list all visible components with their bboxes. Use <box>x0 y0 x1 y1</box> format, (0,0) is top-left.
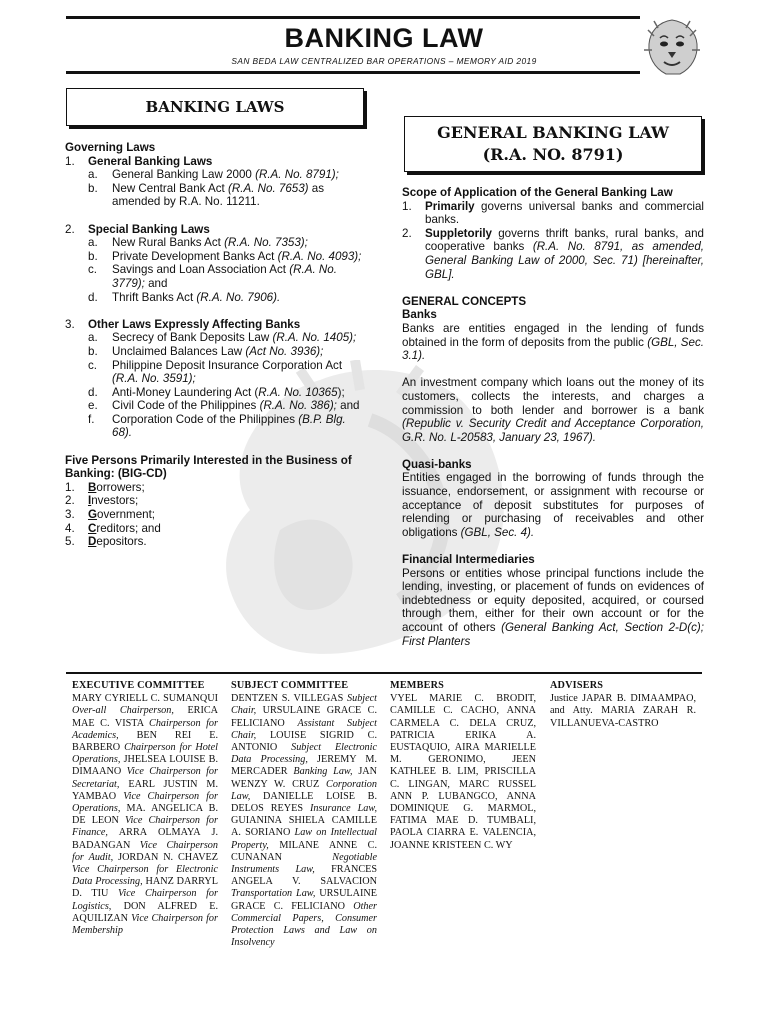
scope-heading: Scope of Application of the General Banking Law <box>402 186 673 199</box>
quasi-banks-heading: Quasi-banks <box>402 457 472 471</box>
list-item: 2. Investors; <box>65 494 139 508</box>
list-item: d. Thrift Banks Act (R.A. No. 7906). <box>88 290 281 304</box>
header-top-rule <box>66 16 704 19</box>
banks-paragraph: Banks are entities engaged in the lending of funds obtained in the form of deposits from the public (GBL, Sec. 3.1). <box>402 321 705 363</box>
financial-intermediaries-paragraph: Persons or entities whose principal functions include the lending, investing, or placement of funds on evidences of indebtedness or equity deposited, acquired, or coursed through them, either for their own account or for the account of others (General Banking Act, Section 2-D(c); First Planters <box>402 566 704 648</box>
general-concepts-heading: GENERAL CONCEPTS <box>402 294 527 308</box>
header-bottom-rule <box>66 71 704 74</box>
subject-committee-list: DENTZEN S. VILLEGAS Subject Chair, URSULAINE GRACE C. FELICIANO Assistant Subject Chair, LOUISE SIGRID C. ANTONIO Subject Electronic Data Processing, JEREMY M. MERCADER Banking Law, JAN WENZY W. CRUZ Corporation Law, DANIELLE LOISE B. DELOS REYES Insurance Law, GUIANINA SHIELA CAMILLE A. SORIANO Law on Intellectual Property, MILANE ANNE C. CUNANAN Negotiable Instruments Law, FRANCES ANGELA V. SALVACION Transportation Law, URSULAINE GRACE C. FELICIANO Other Commercial Papers, Consumer Protection Laws and Law on Insolvency <box>231 693 378 949</box>
banking-laws-title-box <box>66 88 364 126</box>
lion-head-icon <box>640 16 704 78</box>
list-item: 1. Borrowers; <box>65 480 145 494</box>
list-item: b. Unclaimed Balances Law (Act No. 3936); <box>88 344 324 358</box>
members <box>390 680 536 852</box>
page-subtitle: SAN BEDA LAW CENTRALIZED BAR OPERATIONS – MEMORY AID 2019 <box>231 56 537 66</box>
list-item: d. Anti-Money Laundering Act (R.A. No. 10365); <box>88 385 345 399</box>
quasi-banks-paragraph: Entities engaged in the borrowing of funds through the issuance, endorsement, or assignment with recourse or acceptance of deposit substitutes for purposes of relending or purchasing of receivables and other obligations (GBL, Sec. 4). <box>402 471 704 539</box>
left-column <box>65 141 367 549</box>
members-heading: MEMBERS <box>390 680 445 691</box>
executive-committee <box>72 680 218 937</box>
list-item: 1. Primarily governs universal banks and commercial banks. <box>402 199 704 227</box>
list-item: 2. Suppletorily governs thrift banks, rural banks, and cooperative banks (R.A. No. 8791, as amended, General Banking Law of 2000, Sec. 71) [hereinafter, GBL]. <box>402 226 704 281</box>
list-item: 1. General Banking Laws <box>65 154 213 168</box>
list-item: a. General Banking Law 2000 (R.A. No. 8791); <box>88 168 339 182</box>
list-item: 3. Other Laws Expressly Affecting Banks <box>65 317 301 331</box>
advisers <box>550 680 696 730</box>
advisers-heading: ADVISERS <box>550 680 604 691</box>
list-item: b. Private Development Banks Act (R.A. No. 4093); <box>88 249 362 263</box>
list-item: e. Civil Code of the Philippines (R.A. No. 386); and <box>88 399 360 413</box>
footer-rule <box>66 672 702 674</box>
subject-committee-heading: SUBJECT COMMITTEE <box>231 680 349 691</box>
list-item: c. Savings and Loan Association Act (R.A. No. 3779); and <box>88 263 337 290</box>
general-banking-law-ra-number: (R.A. NO. 8791) <box>482 145 624 164</box>
advisers-list: Justice JAPAR B. DIMAAMPAO, and Atty. MARIA ZARAH R. VILLANUEVA-CASTRO <box>550 693 696 729</box>
general-banking-law-title-box <box>404 116 702 172</box>
list-item: f. Corporation Code of the Philippines (B.P. Blg. 68). <box>88 412 346 440</box>
list-item: a. Secrecy of Bank Deposits Law (R.A. No. 1405); <box>88 331 357 345</box>
list-item: 4. Creditors; and <box>65 521 161 535</box>
executive-committee-heading: EXECUTIVE COMMITTEE <box>72 680 205 691</box>
executive-committee-list: MARY CYRIELL C. SUMANQUI Over-all Chairperson, ERICA MAE C. VISTA Chairperson for Academics, BEN REI E. BARBERO Chairperson for Hotel Operations, JHELSEA LOUISE B. DIMAANO Vice Chairperson for Secretariat, EARL JUSTIN M. YAMBAO Vice Chairperson for Operations, MA. ANGELICA B. DE LEON Vice Chairperson for Finance, ARRA OLMAYA J. BADANGAN Vice Chairperson for Audit, JORDAN N. CHAVEZ Vice Chairperson for Electronic Data Processing, HANZ DARRYL D. TIU Vice Chairperson for Logistics, DON ALFRED E. AQUILIZAN Vice Chairperson for Membership <box>72 693 218 937</box>
investment-company-paragraph: An investment company which loans out the money of its customers, collects the interests, and charges a commission to both lender and borrower is a bank (Republic v. Security Credit and Acceptance Corporation, G.R. No. L-20583, January 23, 1967). <box>402 376 704 444</box>
list-item: 5. Depositors. <box>65 535 147 549</box>
right-column <box>402 186 704 648</box>
members-list: VYEL MARIE C. BRODIT, CAMILLE C. CACHO, ANNA CARMELA C. DELA CRUZ, PATRICIA ERIKA A. EUSTAQUIO, AIRA MARIELLE M. GERONIMO, JEEN KATHLEE B. LIM, PRISCILLA C. LINGAN, MARC RUSSEL ANN P. LUBANGCO, ANNA DOMINIQUE G. MARMOL, FATIMA MAE D. TUMBALI, PAOLA CIARRA E. VALENCIA, JOANNE KRISTEEN C. WY <box>390 693 536 851</box>
list-item: c. Philippine Deposit Insurance Corporation Act (R.A. No. 3591); <box>88 358 343 386</box>
list-item: 3. Government; <box>65 508 156 522</box>
page-title: BANKING LAW <box>284 23 484 53</box>
governing-laws-heading: Governing Laws <box>65 141 156 154</box>
list-item: b. New Central Bank Act (R.A. No. 7653) as amended by R.A. No. 11211. <box>88 181 325 209</box>
banking-laws-title: BANKING LAWS <box>145 98 285 116</box>
banks-heading: Banks <box>402 308 437 322</box>
list-item: a. New Rural Banks Act (R.A. No. 7353); <box>88 236 308 250</box>
subject-committee <box>231 680 377 949</box>
list-item: 2. Special Banking Laws <box>65 222 210 236</box>
general-banking-law-title: GENERAL BANKING LAW <box>437 123 669 142</box>
financial-intermediaries-heading: Financial Intermediaries <box>402 553 535 567</box>
five-persons-heading: Five Persons Primarily Interested in the Business of Banking: (BIG-CD) <box>65 453 352 481</box>
